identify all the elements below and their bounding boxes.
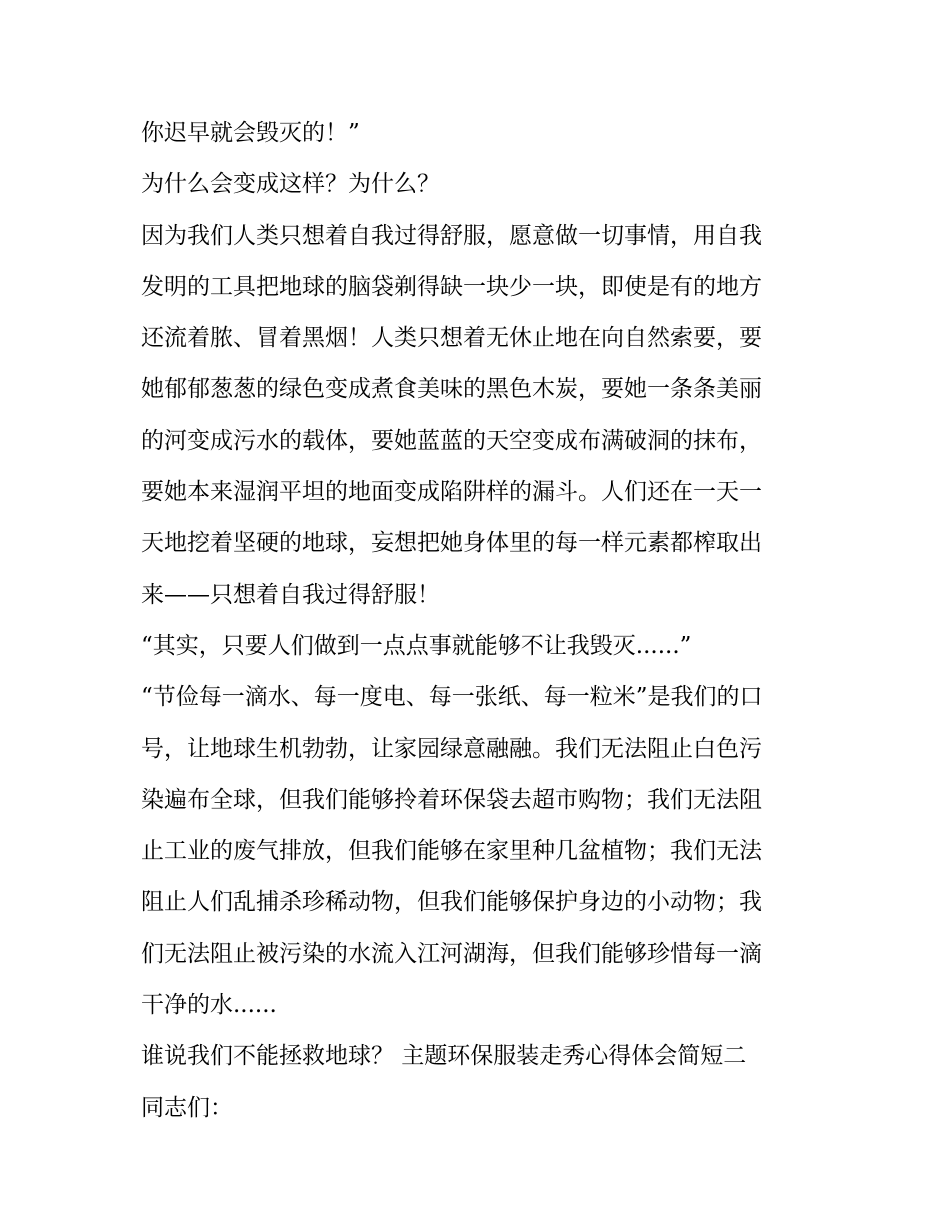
text-line: 染遍布全球，但我们能够拎着环保袋去超市购物；我们无法阻 (141, 786, 762, 813)
text-line: 阻止人们乱捕杀珍稀动物，但我们能够保护身边的小动物；我 (141, 889, 762, 916)
text-line: “节俭每一滴水、每一度电、每一张纸、每一粒米”是我们的口 (141, 684, 763, 711)
text-line: 为什么会变成这样？为什么？ (141, 171, 440, 198)
text-line: 要她本来湿润平坦的地面变成陷阱样的漏斗。人们还在一天一 (141, 479, 762, 506)
text-line: 谁说我们不能拯救地球？ 主题环保服装走秀心得体会简短二 (141, 1043, 747, 1070)
text-line: 你迟早就会毁灭的！” (141, 120, 360, 146)
text-line: 因为我们人类只想着自我过得舒服，愿意做一切事情，用自我 (141, 222, 762, 249)
text-line: 天地挖着坚硬的地球，妄想把她身体里的每一样元素都榨取出 (141, 530, 762, 557)
text-line: 干净的水...... (141, 992, 277, 1019)
text-line: 她郁郁葱葱的绿色变成煮食美味的黑色木炭，要她一条条美丽 (141, 376, 762, 403)
text-line: 还流着脓、冒着黑烟！人类只想着无休止地在向自然索要，要 (141, 325, 762, 352)
text-line: 来——只想着自我过得舒服！ (141, 581, 440, 608)
text-line: 同志们： (141, 1094, 233, 1121)
text-line: “其实，只要人们做到一点点事就能够不让我毁灭......” (141, 632, 692, 659)
text-line: 们无法阻止被污染的水流入江河湖海，但我们能够珍惜每一滴 (141, 940, 762, 967)
text-line: 号，让地球生机勃勃，让家园绿意融融。我们无法阻止白色污 (141, 735, 762, 762)
document-body (141, 108, 817, 1134)
text-line: 的河变成污水的载体，要她蓝蓝的天空变成布满破洞的抹布， (141, 427, 762, 454)
text-line: 发明的工具把地球的脑袋剃得缺一块少一块，即使是有的地方 (141, 273, 762, 300)
text-line: 止工业的废气排放，但我们能够在家里种几盆植物；我们无法 (141, 838, 762, 865)
